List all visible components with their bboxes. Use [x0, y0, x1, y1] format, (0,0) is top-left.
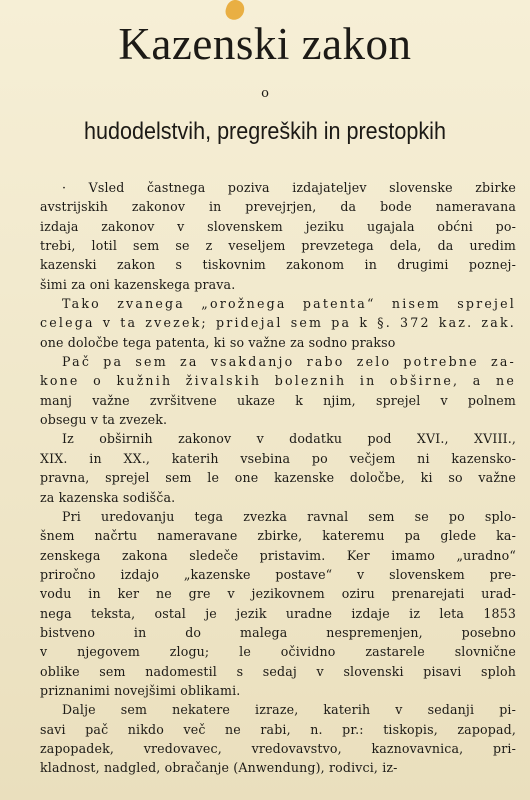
text-line: bistveno in do malega nespremenjen, posebno: [40, 624, 516, 640]
text-line: vodu in ker ne gre v jezikovnem oziru prenarejati urad-: [40, 586, 516, 602]
text-line: Dalje sem nekatere izraze, katerih v sedanji pi-: [62, 702, 516, 718]
text-line: šimi za oni kazenskega prava.: [40, 276, 236, 292]
text-line: celega v ta zvezek; pridejal sem pa k §. 372 kaz. zak.: [40, 315, 516, 331]
text-line: avstrijskih zakonov in prevejrjen, da bode nameravana: [40, 199, 516, 215]
text-line: priznanimi novejšimi oblikami.: [40, 682, 241, 698]
text-line: izdaja zakonov v slovenskem jeziku ugajala obćni po-: [40, 218, 516, 234]
document-subtitle: hudodelstvih, pregreških in prestopkih: [84, 118, 446, 145]
paragraph-terms: [40, 700, 516, 777]
text-line: oblike sem nadomestil s sedaj v slovenski pisavi sploh: [40, 663, 516, 679]
text-line: zenskega zakona sledeče pristavim. Ker imamo „uradno“: [40, 547, 516, 563]
text-line: Tako zvanega „orožnega patenta“ nisem sprejel: [62, 296, 516, 312]
text-line: obsegu v ta zvezek.: [40, 412, 168, 428]
text-line: one določbe tega patenta, ki so važne za sodno prakso: [40, 334, 396, 350]
text-line: šnem načrtu nameravane zbirke, kateremu pa glede ka-: [40, 528, 516, 544]
paragraph-editing: [40, 507, 516, 700]
text-line: zapopadek, vredovavec, vredovavstvo, kaznovavnica, pri-: [40, 740, 516, 756]
text-line: manj važne zvršitvene ukaze k njim, sprejel v polnem: [40, 392, 516, 408]
text-line: v njegovem zlogu; le očividno zastarele slovnične: [40, 644, 516, 660]
text-line: savi pač nikdo več ne rabi, n. pr.: tiskopis, zapopad,: [40, 721, 516, 737]
text-line: nega teksta, ostal je jezik uradne izdaje iz leta 1853: [40, 605, 516, 621]
text-line: trebi, lotil sem se z veseljem prevzetega dela, da uredim: [40, 238, 516, 254]
text-line: · Vsled častnega poziva izdajateljev slovenske zbirke: [62, 180, 516, 195]
paragraph-intro: [40, 178, 516, 294]
text-line: za kazenska sodišča.: [40, 489, 176, 505]
paragraph-diseases: [40, 352, 516, 429]
document-title: Kazenski zakon: [118, 19, 412, 69]
text-line: XIX. in XX., katerih vsebina po večjem ni kazensko-: [40, 450, 516, 466]
text-line: kazenski zakon s tiskovnim zakonom in drugimi poznej-: [40, 257, 516, 273]
text-line: pravna, sprejel sem le one kazenske določbe, ki so važne: [40, 470, 516, 486]
text-line: kone o kužnih živalskih boleznih in obširne, a ne: [40, 373, 516, 389]
paragraph-appendix: [40, 429, 516, 506]
paragraph-patent: [40, 294, 516, 352]
title-connector: o: [261, 86, 269, 101]
text-line: kladnost, nadgled, obračanje (Anwendung), rodivci, iz-: [40, 760, 398, 776]
text-line: Pač pa sem za vsakdanjo rabo zelo potrebne za-: [62, 354, 516, 370]
document-body: [40, 178, 516, 778]
text-line: priročno izdajo „kazenske postave“ v slovenskem pre-: [40, 566, 516, 582]
text-line: Pri uredovanju tega zvezka ravnal sem se po splo-: [62, 508, 516, 524]
text-line: Iz obširnih zakonov v dodatku pod XVI., XVIII.,: [62, 431, 516, 447]
